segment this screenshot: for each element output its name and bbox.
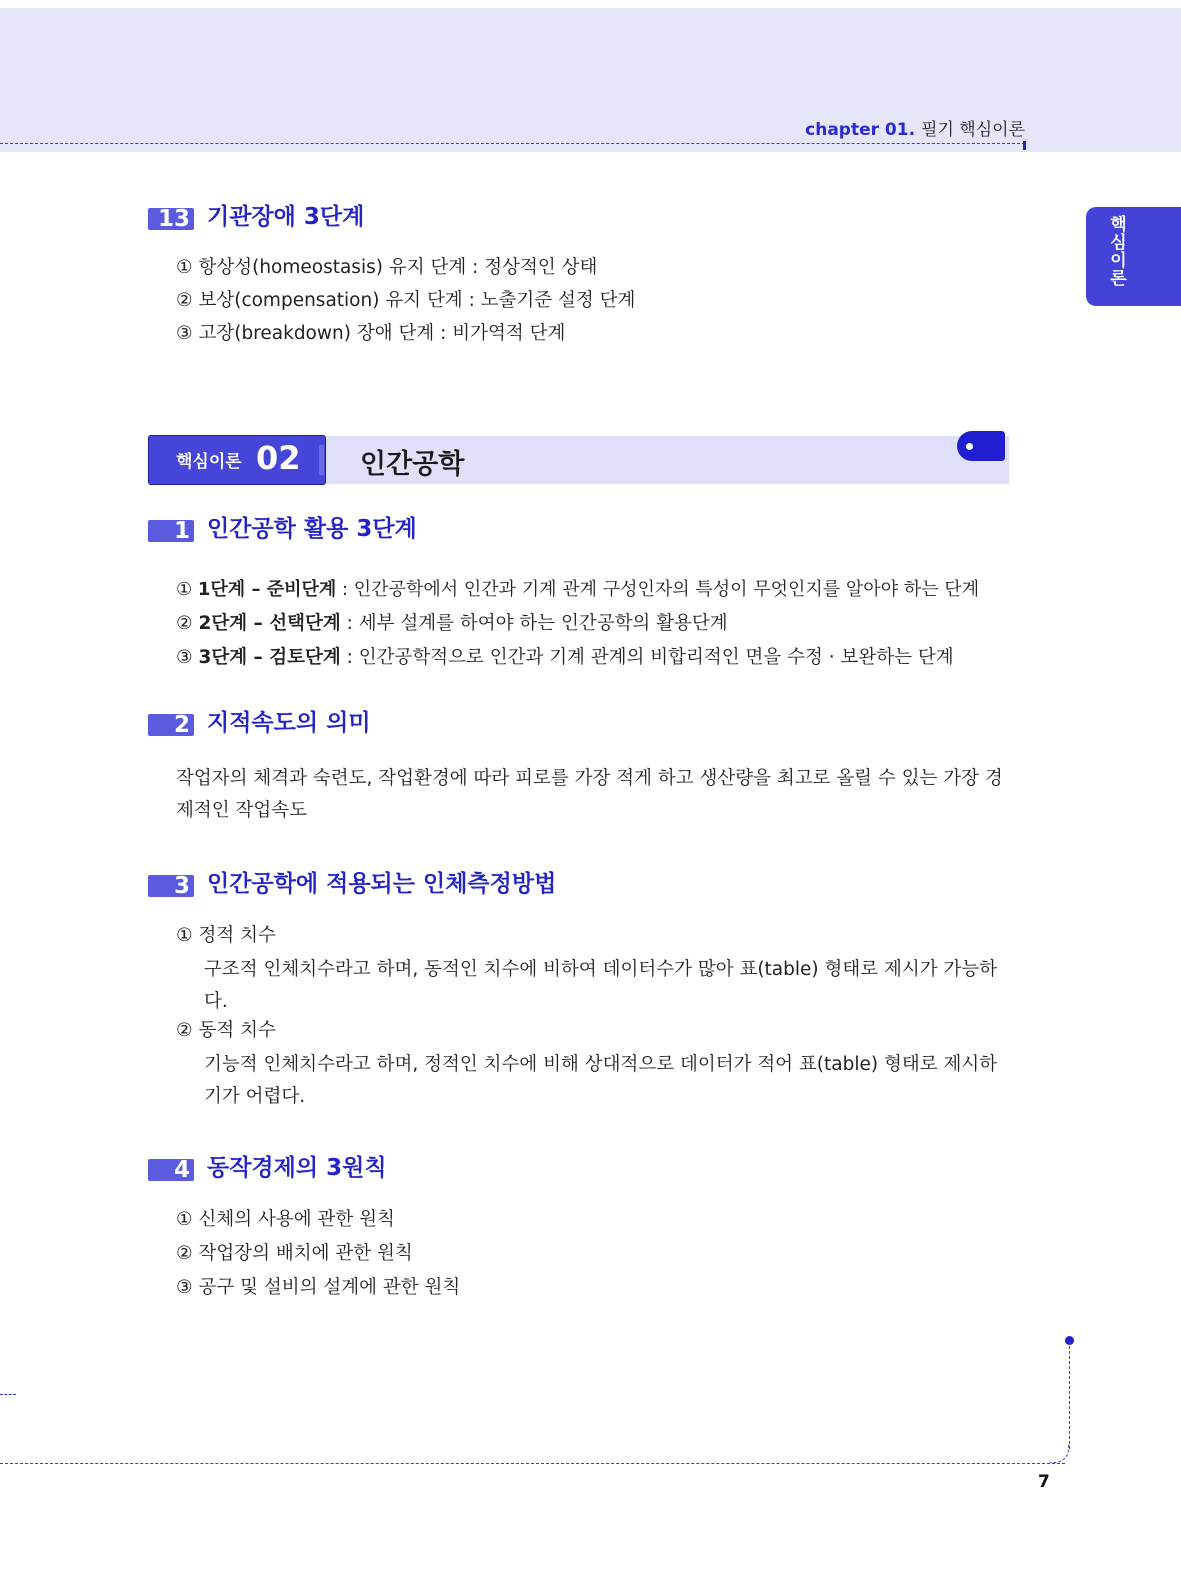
footer-divider	[0, 1463, 1065, 1464]
chapter-title: 필기 핵심이론	[921, 120, 1025, 140]
section-title: 기관장애 3단계	[207, 204, 365, 230]
list-item: ② 보상(compensation) 유지 단계 : 노출기준 설정 단계	[176, 290, 636, 311]
item-term: 고장(breakdown) 장애 단계	[198, 323, 435, 344]
tag-hole-icon	[966, 443, 973, 450]
item-marker: ①	[176, 579, 193, 600]
tag-icon	[957, 431, 1005, 461]
footer-corner	[1050, 1444, 1069, 1463]
list-item: ① 신체의 사용에 관한 원칙	[176, 1209, 395, 1230]
list-item-description: 구조적 인체치수라고 하며, 동적인 치수에 비하여 데이터수가 많아 표(table) 형태로 제시가 가능하다.	[204, 959, 998, 1012]
list-item: ③ 공구 및 설비의 설계에 관한 원칙	[176, 1277, 461, 1298]
item-term: 항상성(homeostasis) 유지 단계	[198, 257, 467, 278]
core-banner-label: 핵심이론	[176, 452, 242, 472]
item-marker: ②	[176, 613, 193, 634]
chapter-number: chapter 01.	[805, 120, 916, 140]
footer-vertical-dash	[1069, 1341, 1070, 1449]
item-description: 인간공학적으로 인간과 기계 관계의 비합리적인 면을 수정 · 보완하는 단계	[358, 647, 954, 668]
core-banner-divider	[319, 445, 324, 475]
item-term: 3단계 – 검토단계	[198, 647, 341, 668]
section-number-badge	[148, 208, 194, 230]
item-description: 세부 설계를 하여야 하는 인간공학의 활용단계	[358, 613, 728, 634]
section-number: 3	[173, 875, 190, 897]
list-item: ② 작업장의 배치에 관한 원칙	[176, 1243, 413, 1264]
list-item-label: ① 정적 치수	[176, 925, 276, 946]
section-title: 인간공학에 적용되는 인체측정방법	[207, 871, 557, 897]
item-marker: ②	[176, 290, 193, 311]
item-term: 1단계 – 준비단계	[197, 579, 337, 600]
section-title: 인간공학 활용 3단계	[207, 516, 417, 542]
side-tab	[1086, 207, 1181, 306]
section-number: 4	[173, 1159, 190, 1181]
section-number-badge	[148, 714, 194, 736]
section-number: 2	[173, 714, 190, 736]
page-number: 7	[1038, 1472, 1050, 1492]
section-title: 지적속도의 의미	[207, 710, 371, 736]
item-marker: ③	[176, 323, 193, 344]
item-description: 노출기준 설정 단계	[480, 290, 636, 311]
list-item: ③ 3단계 – 검토단계 : 인간공학적으로 인간과 기계 관계의 비합리적인 면을 수정 · 보완하는 단계	[176, 647, 954, 668]
section-title: 동작경제의 3원칙	[207, 1155, 387, 1181]
section-number: 1	[173, 520, 190, 542]
section-number-badge	[148, 1159, 194, 1181]
section-number: 13	[157, 208, 190, 230]
header-divider-tick	[1023, 141, 1026, 150]
header-divider	[0, 143, 1025, 144]
item-marker: ③	[176, 647, 193, 668]
core-banner-number: 02	[256, 439, 301, 477]
list-item: ② 2단계 – 선택단계 : 세부 설계를 하여야 하는 인간공학의 활용단계	[176, 613, 728, 634]
list-item-description: 기능적 인체치수라고 하며, 정적인 치수에 비해 상대적으로 데이터가 적어 표(table) 형태로 제시하기가 어렵다.	[204, 1054, 998, 1107]
section-paragraph: 작업자의 체격과 숙련도, 작업환경에 따라 피로를 가장 적게 하고 생산량을 최고로 올릴 수 있는 가장 경제적인 작업속도	[176, 768, 1003, 821]
item-term: 2단계 – 선택단계	[198, 613, 341, 634]
chapter-heading	[805, 115, 1025, 140]
footer-left-dash	[0, 1394, 16, 1395]
section-number-badge	[148, 875, 194, 897]
item-term: 보상(compensation) 유지 단계	[198, 290, 463, 311]
list-item: ① 항상성(homeostasis) 유지 단계 : 정상적인 상태	[176, 257, 598, 278]
core-banner-title: 인간공학	[360, 449, 465, 480]
item-description: 비가역적 단계	[452, 323, 566, 344]
item-marker: ①	[176, 257, 193, 278]
section-number-badge	[148, 520, 194, 542]
list-item: ③ 고장(breakdown) 장애 단계 : 비가역적 단계	[176, 323, 566, 344]
list-item-label: ② 동적 치수	[176, 1020, 276, 1041]
side-tab-label: 핵심이론	[1106, 215, 1126, 287]
list-item: ① 1단계 – 준비단계 : 인간공학에서 인간과 기계 관계 구성인자의 특성이 무엇인지를 알아야 하는 단계	[176, 579, 980, 600]
item-description: 인간공학에서 인간과 기계 관계 구성인자의 특성이 무엇인지를 알아야 하는 단계	[353, 579, 980, 600]
item-description: 정상적인 상태	[484, 257, 598, 278]
